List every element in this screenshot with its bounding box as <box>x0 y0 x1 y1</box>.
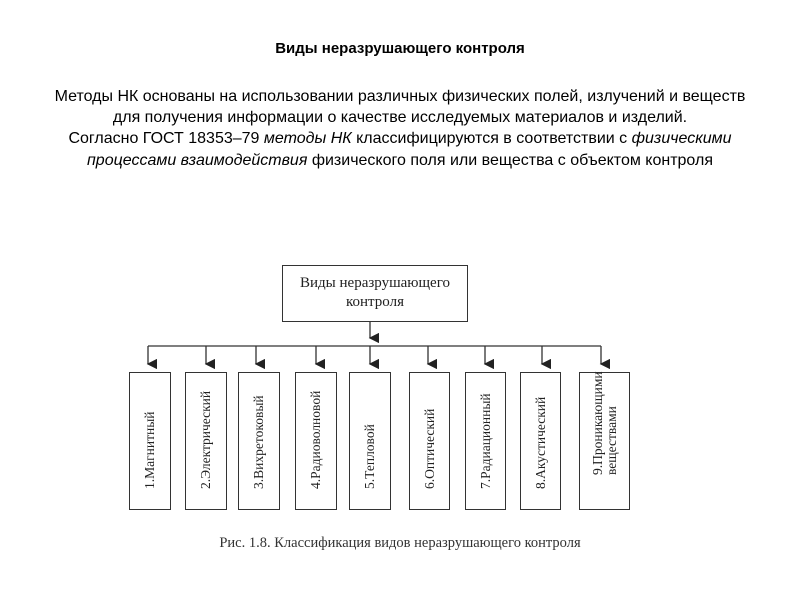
paragraph-italic: методы НК <box>263 130 352 148</box>
paragraph-text: физического поля или вещества с объектом контроля <box>307 151 713 169</box>
child-node <box>129 372 171 510</box>
child-node-label: 5.Тепловой <box>362 424 377 489</box>
child-node-label: 9.Проникающими веществами <box>589 371 619 475</box>
child-node <box>579 372 630 510</box>
child-node <box>295 372 337 510</box>
child-node <box>349 372 391 510</box>
figure-caption: Рис. 1.8. Классификация видов неразрушающего контроля <box>219 535 581 551</box>
child-node <box>520 372 561 510</box>
root-node: Виды неразрушающего контроля <box>282 265 468 322</box>
child-node-label: 8.Акустический <box>532 396 548 489</box>
child-node-label: 7.Радиационный <box>477 393 493 489</box>
child-node-label: 6.Оптический <box>421 408 437 489</box>
paragraph-text: Методы НК основаны на использовании различных физических полей, излучений и веществ для получения информации о качестве исследуемых материалов и изделий. <box>54 88 746 127</box>
child-node-label: 3.Вихретоковый <box>251 395 266 489</box>
child-node <box>185 372 227 510</box>
child-node-label: 2.Электрический <box>198 390 213 489</box>
child-node <box>238 372 280 510</box>
paragraph-italic: физическими процессами взаимодействия <box>87 130 732 169</box>
child-node <box>465 372 506 510</box>
paragraph-text: Согласно ГОСТ 18353–79 <box>68 130 264 148</box>
child-node-label: 4.Радиоволновой <box>308 390 323 489</box>
paragraph-text: классифицируются в соответствии с <box>351 130 632 148</box>
child-node <box>409 372 450 510</box>
child-node-label: 1.Магнитный <box>142 411 157 489</box>
slide-title: Виды неразрушающего контроля <box>275 40 525 57</box>
